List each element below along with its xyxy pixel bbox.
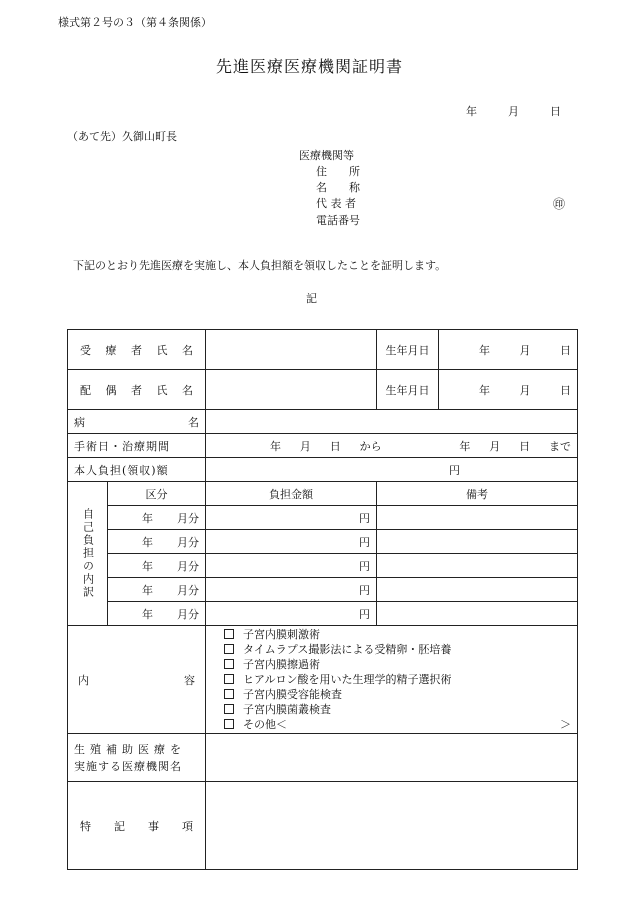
content-item-other[interactable]: その他＜ ＞ — [224, 717, 571, 732]
seal-mark: ㊞ — [553, 197, 566, 211]
breakdown-notes[interactable] — [377, 602, 578, 626]
breakdown-label-cell — [68, 482, 108, 626]
checkbox[interactable] — [224, 719, 234, 729]
breakdown-label: 自己負担の内訳 — [81, 508, 95, 599]
breakdown-header-row — [68, 482, 578, 506]
remarks-row — [68, 782, 578, 870]
checkbox[interactable] — [224, 689, 234, 699]
breakdown-row — [68, 506, 578, 530]
breakdown-row — [68, 530, 578, 554]
institution-field[interactable] — [206, 734, 578, 782]
breakdown-period[interactable]: 年 月分 — [108, 602, 206, 626]
spouse-name-label: 配 偶 者 氏 名 — [80, 383, 193, 397]
certificate-table — [67, 329, 578, 870]
content-row — [68, 626, 578, 734]
self-pay-label: 本人負担(領収)額 — [68, 458, 206, 482]
content-item[interactable]: 子宮内膜受容能検査 — [224, 687, 571, 702]
content-item[interactable]: 子宮内膜擦過術 — [224, 657, 571, 672]
disease-row — [68, 410, 578, 434]
checkbox[interactable] — [224, 674, 234, 684]
self-pay-field[interactable]: 円 — [206, 458, 578, 482]
patient-birthdate-field[interactable]: 年 月 日 — [439, 330, 578, 370]
breakdown-notes[interactable] — [377, 530, 578, 554]
spouse-row — [68, 370, 578, 410]
breakdown-period[interactable]: 年 月分 — [108, 530, 206, 554]
certification-statement: 下記のとおり先進医療を実施し、本人負担額を領収したことを証明します。 — [73, 259, 447, 272]
checkbox[interactable] — [224, 704, 234, 714]
self-pay-row — [68, 458, 578, 482]
content-checklist — [206, 626, 578, 734]
breakdown-row — [68, 578, 578, 602]
disease-label: 病 名 — [74, 415, 199, 429]
addressee: （あて先）久御山町長 — [67, 130, 177, 143]
remarks-label: 特 記 事 項 — [80, 819, 193, 833]
breakdown-amount[interactable]: 円 — [206, 506, 377, 530]
content-item[interactable]: 子宮内膜刺激術 — [224, 627, 571, 642]
breakdown-amount[interactable]: 円 — [206, 554, 377, 578]
spouse-name-field[interactable] — [206, 370, 377, 410]
issuer-heading: 医療機関等 — [299, 149, 354, 162]
content-item[interactable]: タイムラプス撮影法による受精卵・胚培養 — [224, 642, 571, 657]
issue-date-year: 年 — [466, 105, 477, 118]
document-title: 先進医療医療機関証明書 — [216, 57, 404, 76]
patient-name-field[interactable] — [206, 330, 377, 370]
remarks-field[interactable] — [206, 782, 578, 870]
breakdown-row — [68, 554, 578, 578]
breakdown-notes[interactable] — [377, 554, 578, 578]
breakdown-period[interactable]: 年 月分 — [108, 506, 206, 530]
col-kubun: 区分 — [108, 482, 206, 506]
form-number: 様式第２号の３（第４条関係） — [58, 16, 212, 29]
period-field[interactable]: 年 月 日 から 年 月 日 まで — [206, 434, 578, 458]
breakdown-amount[interactable]: 円 — [206, 602, 377, 626]
breakdown-amount[interactable]: 円 — [206, 530, 377, 554]
issuer-address-label: 住 所 — [316, 165, 360, 178]
breakdown-amount[interactable]: 円 — [206, 578, 377, 602]
issue-date-month: 月 — [508, 105, 519, 118]
ki-label: 記 — [306, 292, 317, 305]
breakdown-period[interactable]: 年 月分 — [108, 554, 206, 578]
breakdown-row — [68, 602, 578, 626]
col-amount: 負担金額 — [206, 482, 377, 506]
disease-field[interactable] — [206, 410, 578, 434]
issuer-representative-label: 代 表 者 — [316, 197, 356, 210]
issue-date — [466, 103, 561, 119]
breakdown-period[interactable]: 年 月分 — [108, 578, 206, 602]
content-item[interactable]: ヒアルロン酸を用いた生理学的精子選択術 — [224, 672, 571, 687]
spouse-birthdate-field[interactable]: 年 月 日 — [439, 370, 578, 410]
period-row — [68, 434, 578, 458]
issue-date-day: 日 — [550, 105, 561, 118]
checkbox[interactable] — [224, 659, 234, 669]
checkbox[interactable] — [224, 644, 234, 654]
patient-name-label: 受 療 者 氏 名 — [80, 343, 193, 357]
breakdown-notes[interactable] — [377, 506, 578, 530]
issuer-phone-label: 電話番号 — [316, 214, 360, 227]
content-item[interactable]: 子宮内膜菌叢検査 — [224, 702, 571, 717]
issuer-name-label: 名 称 — [316, 181, 360, 194]
spouse-birthdate-label: 生年月日 — [377, 370, 439, 410]
breakdown-notes[interactable] — [377, 578, 578, 602]
content-label: 内 容 — [78, 673, 195, 687]
patient-birthdate-label: 生年月日 — [377, 330, 439, 370]
col-notes: 備考 — [377, 482, 578, 506]
institution-row — [68, 734, 578, 782]
period-label: 手術日・治療期間 — [68, 434, 206, 458]
institution-label: 生殖補助医療を 実施する医療機関名 — [68, 734, 206, 782]
checkbox[interactable] — [224, 629, 234, 639]
patient-row — [68, 330, 578, 370]
